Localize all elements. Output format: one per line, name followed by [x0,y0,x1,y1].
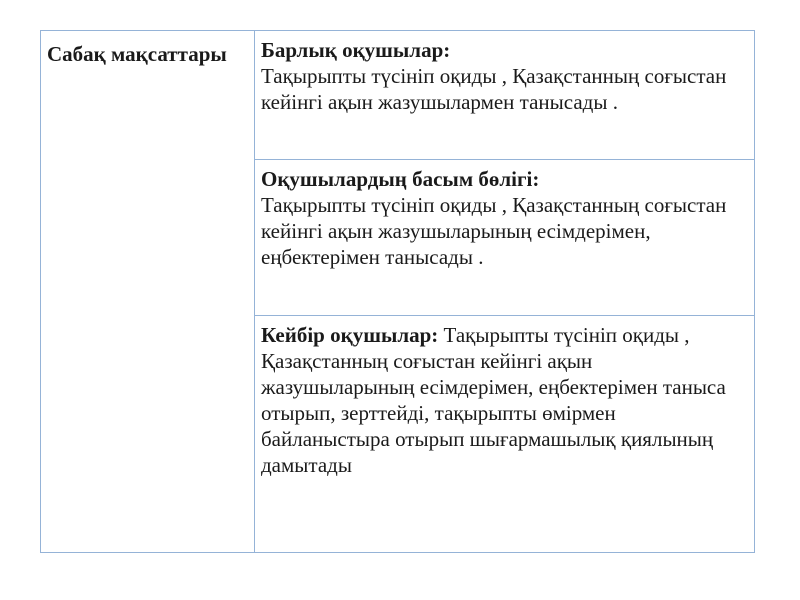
goal-text-most-students: Тақырыпты түсініп оқиды , Қазақстанның соғыстан кейінгі ақын жазушыларының есімдерімен, еңбектерімен танысады . [261,193,727,269]
lesson-goals-table [40,30,755,553]
goal-cell-all-students [255,31,755,160]
lesson-goals-label-cell [41,31,255,553]
goal-heading-some-students: Кейбір оқушылар: [261,323,439,347]
goal-cell-some-students [255,316,755,553]
goal-heading-all-students: Барлық оқушылар: [261,38,451,62]
goal-text-all-students: Тақырыпты түсініп оқиды , Қазақстанның соғыстан кейінгі ақын жазушылармен танысады . [261,64,727,114]
goal-cell-most-students [255,160,755,316]
lesson-goals-label: Сабақ мақсаттары [47,42,227,66]
table-row [41,31,755,160]
goal-heading-most-students: Оқушылардың басым бөлігі: [261,167,540,191]
goal-text-some-students: Тақырыпты түсініп оқиды , Қазақстанның соғыстан кейінгі ақын жазушыларының есімдерімен, еңбектерімен таныса отырып, зерттейді, тақырыпты өмірмен байланыстыра отырып шығармашылық қиялының дамытады [261,323,726,477]
